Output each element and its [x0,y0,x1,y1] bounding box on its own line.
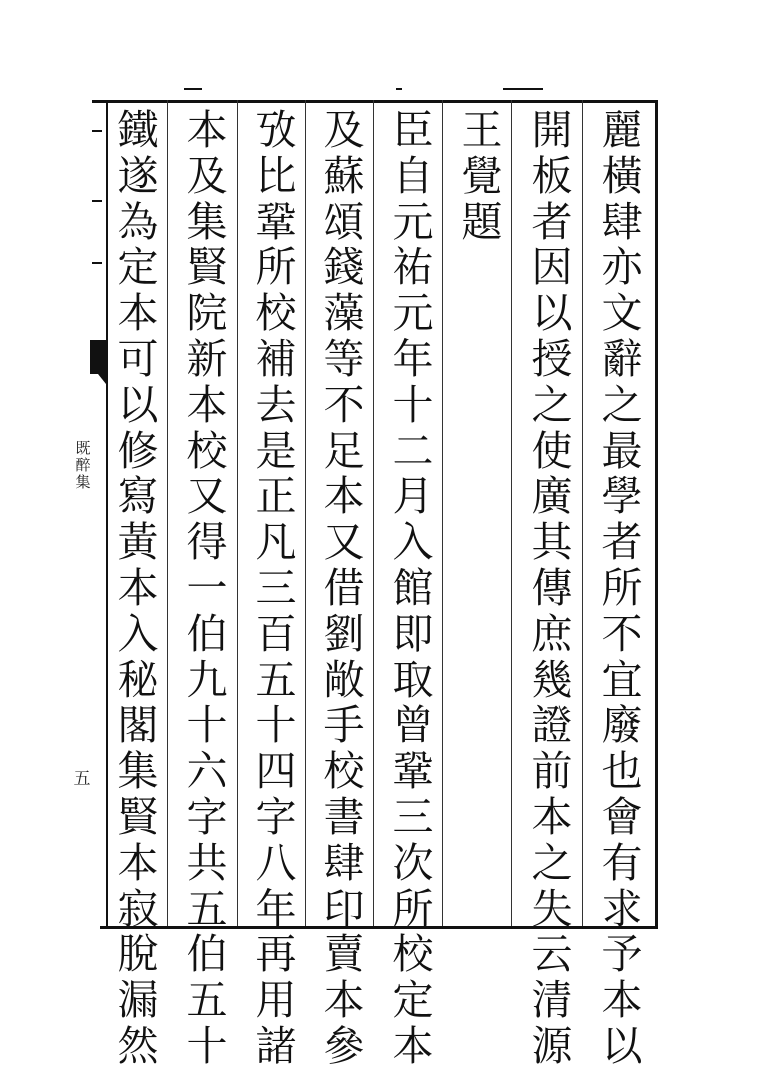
column-rule [237,100,238,926]
fold-margin-mark [92,262,102,264]
column-rule [305,100,306,926]
top-mark [396,88,402,90]
text-column-8: 鐵 遂 為 定 本 可 以 修 寫 黃 本 入 秘 閣 集 賢 本 寂 脫 漏 然 [117,106,159,1070]
text-column-4: 臣 自 元 祐 元 年 十 二 月 入 館 即 取 曾 鞏 三 次 所 校 定 本 [392,106,434,1070]
fold-margin-mark [92,130,102,132]
text-column-5: 及 蘇 頌 錢 藻 等 不 足 本 又 借 劉 敞 手 校 書 肆 印 賣 本 參 [323,106,365,1070]
fold-margin-mark [92,200,102,202]
column-rule [442,100,443,926]
frame-right-border [655,100,658,928]
column-rule [373,100,374,926]
fold-margin-title: 既 醉 集 [75,439,91,491]
text-column-7: 本 及 集 賢 院 新 本 校 又 得 一 伯 九 十 六 字 共 五 伯 五 十 [186,106,228,1070]
fish-tail-mark [90,340,106,374]
text-column-3: 王 覺 題 [461,106,503,246]
top-mark [184,88,202,90]
text-column-6: 攷 比 鞏 所 校 補 去 是 正 凡 三 百 五 十 四 字 八 年 再 用 諸 [255,106,297,1070]
text-column-2: 開 板 者 因 以 授 之 使 廣 其 傳 庶 幾 證 前 本 之 失 云 清 源 [531,106,573,1070]
frame-top-border [92,100,658,103]
column-rule [511,100,512,926]
top-mark [503,88,543,90]
text-column-1: 麗 橫 肆 亦 文 辭 之 最 學 者 所 不 宜 廢 也 會 有 求 予 本 以 [601,106,643,1070]
column-rule [582,100,583,926]
column-rule [167,100,168,926]
fold-margin [90,100,108,928]
page-number: 五 [73,769,91,789]
